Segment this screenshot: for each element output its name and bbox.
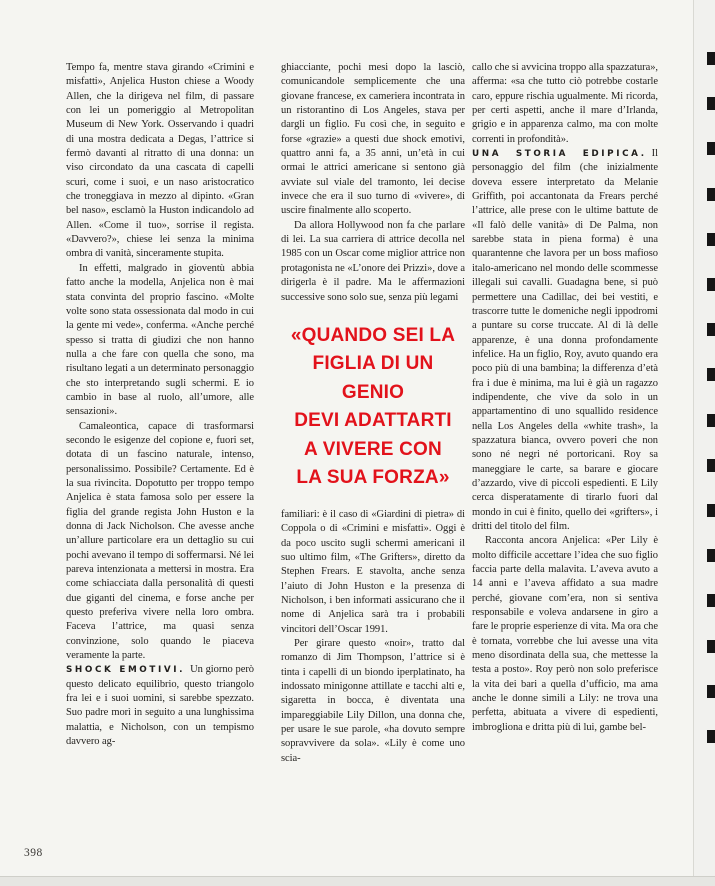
section-header-shock-emotivi: SHOCK EMOTIVI. [66, 665, 186, 676]
article-column-3 [472, 61, 658, 813]
pull-quote-line: A VIVERE CON [304, 438, 442, 460]
pull-quote [281, 322, 465, 493]
film-edge-mark [707, 278, 715, 291]
section-header-una-storia-edipica: UNA STORIA EDIPICA. [472, 149, 647, 160]
film-edge-mark [707, 142, 715, 155]
film-edge-mark [707, 233, 715, 246]
film-edge-mark [707, 594, 715, 607]
pull-quote-line: «QUANDO SEI LA [290, 324, 456, 346]
paragraph: Racconta ancora Anjelica: «Per Lily è molto difficile accettare l’idea che suo figlio faccia parte della malavita. L’aveva avuto a 14 anni e l’aveva affidato a sua madre perché, giovane com’era, non si sentiva responsabile e voleva andarsene in giro a fare le proprie esperienze di vita. Ma ora che è tornata, vorrebbe che lui avesse una vita meno disordinata della sua, che mettesse la testa a posto». Roy però non solo preferisce la vita dei bari a quella d’ufficio, ma ama anche le donne simili a Lily: ne trova una perfetta, abituata a vivere di espedienti, imbrogliona e dritta più di lui, gambe bel- [472, 535, 658, 733]
paragraph: familiari: è il caso di «Giardini di pietra» di Coppola o di «Crimini e misfatti». Oggi è da poco uscito sugli schermi americani il suo ultimo film, «The Grifters», diretto da Stephen Frears. E stavolta, anche senza l’aiuto di John Huston e la presenza di Nicholson, i ben informati assicurano che il nome di Anjelica sarà tra i probabili vincitori dell’Oscar 1991. [281, 508, 465, 635]
film-edge-mark [707, 188, 715, 201]
film-edge-mark [707, 368, 715, 381]
article-column-2 [281, 61, 465, 813]
page-edge-bottom [0, 876, 715, 886]
film-edge-mark [707, 685, 715, 698]
paragraph-text: Un giorno però questo delicato equilibrio, questo triangolo fra lei e i suoi uomini, si sarebbe spezzato. Suo padre morì in seguito a una lunghissima malattia, e Nicholson, con un tempismo davvero ag- [66, 664, 254, 748]
paragraph: Per girare questo «noir», tratto dal romanzo di Jim Thompson, l’attrice si è tinta i capelli di un biondo iperplatinato, ha indossato minigonne attillate e tacchi alti e, sigaretta in bocca, è diventata una impareggiabile Lily Dillon, una donna che, per usare le sue parole, «ha dovuto sempre sopravvivere da sola». «Lily è come uno scia- [281, 637, 465, 764]
film-edge-mark [707, 97, 715, 110]
film-edge-mark [707, 459, 715, 472]
page-number: 398 [24, 847, 43, 859]
paragraph: In effetti, malgrado in gioventù abbia fatto anche la modella, Anjelica non è mai stata convinta del proprio fascino. «Molte volte sono stata ossessionata dal modo in cui la gente mi vede», conferma. «Anche perché spesso si tratta di giudizi che non hanno nulla a che fare con quella che sono, ma risultano legati a un determinato personaggio che sto interpretando sugli schermi. E io cambio in base al ruolo, all’umore, alle sensazioni». [66, 262, 254, 418]
pull-quote-line: LA SUA FORZA» [296, 467, 450, 489]
film-edge-mark [707, 323, 715, 336]
paragraph-text: Il personaggio del film (che inizialmente doveva essere interpretato da Melanie Griffith, poi accantonata da Frears perché l’attrice, alle prese con le ultime battute de «Il falò delle vanità» di De Palma, non sarebbe stata in piena forma) è una quarantenne che lavora per un boss mafioso italo-americano nel mondo delle scommesse illegali sui cavalli. Guadagna bene, si può permettere una Cadillac, dei bei vestiti, e trascorre tutte le domeniche negli ippodromi a puntare su corse truccate. Al di là delle apparenze, è una donna profondamente infelice. Ha un figlio, Roy, avuto quando era poco più di una bambina; la differenza d’età fra i due è minima, ma lui è già un ragazzo indipendente, che vive da solo in un appartamentino di uno squallido residence nella Los Angeles della «white trash», la spazzatura bianca, ovvero poveri che non sono né negri né portoricani. Roy sa maneggiare le carte, sa barare e giocare d’azzardo, vive di piccoli espedienti. E Lily cerca disperatamente di tirarlo fuori dal mondo in cui è finito, quello dei «grifters», i dritti del titolo del film. [472, 148, 658, 532]
film-edge-mark [707, 504, 715, 517]
film-edge-mark [707, 730, 715, 743]
article-column-1 [66, 61, 254, 813]
paragraph: callo che si avvicina troppo alla spazzatura», afferma: «sa che tutto ciò potrebbe costarle caro, eppure rischia ugualmente. Mi ricorda, per certi aspetti, anche il mare d’Irlanda, grigio e in apparenza calmo, ma con molte correnti in profondità». [472, 62, 658, 145]
pull-quote-line: FIGLIA DI UN GENIO [312, 353, 434, 403]
film-edge-mark [707, 549, 715, 562]
paragraph [472, 147, 658, 534]
paragraph: Tempo fa, mentre stava girando «Crimini e misfatti», Anjelica Huston chiese a Woody Allen, che la dirigeva nel film, di passare con lei un pomeriggio al Metropolitan Museum di New York. Osservando i quadri di una mostra dedicata a Degas, l’attrice si fermò davanti al ritratto di una donna: un viso circondato da una cascata di capelli scuri, come i suoi, e un naso aristocratico che troneggiava in mezzo al dipinto. «Gran bel naso», esclamò la Huston indicandolo ad Allen. «Come il tuo», sorrise il regista. «Davvero?», chiese lei senza la minima ombra di vanità, sinceramente stupita. [66, 62, 254, 260]
paragraph: Da allora Hollywood non fa che parlare di lei. La sua carriera di attrice decolla nel 1985 con un Oscar come miglior attrice non protagonista ne «L’onore dei Prizzi», dove a dirigerla è il padre. Ma le affermazioni successive sono solo sue, senza più legami [281, 219, 465, 303]
paragraph: Camaleontica, capace di trasformarsi secondo le esigenze del copione e, fuori set, dotata di un fascino naturale, intenso, personalissimo. Possibile? Certamente. Ed è la sua rivincita. Dopotutto per troppo tempo Anjelica è stata famosa solo per essere la figlia del grande regista John Huston e la donna di Jack Nicholson. Che avesse anche un’allure particolare era un dettaglio su cui pochi avevano il tempo di soffermarsi. Né lei pareva intenzionata a mettersi in mostra. Era come schiacciata dalla personalità di questi due giganti del cinema, e forse anche per questo preferiva vivere nella loro ombra. Faceva l’attrice, ma quasi senza convinzione, solo quando le piaceva veramente la parte. [66, 420, 254, 662]
page-edge-right [693, 0, 715, 886]
paragraph [66, 663, 254, 749]
film-edge-mark [707, 640, 715, 653]
film-edge-mark [707, 52, 715, 65]
pull-quote-line: DEVI ADATTARTI [294, 410, 452, 432]
film-edge-mark [707, 414, 715, 427]
paragraph: ghiacciante, pochi mesi dopo la lasciò, comunicandole semplicemente che una giovane francese, ex cameriera incontrata in un ristorantino di Los Angeles, stava per dargli un figlio. Fu così che, in seguito e forse «grazie» a questi due shock emotivi, quattro anni fa, a 35 anni, un’età in cui ormai le attrici americane si sentono già avviate sul viale del tramonto, lei decise invece che era il suo turno di «vivere», di uscire finalmente allo scoperto. [281, 62, 465, 217]
